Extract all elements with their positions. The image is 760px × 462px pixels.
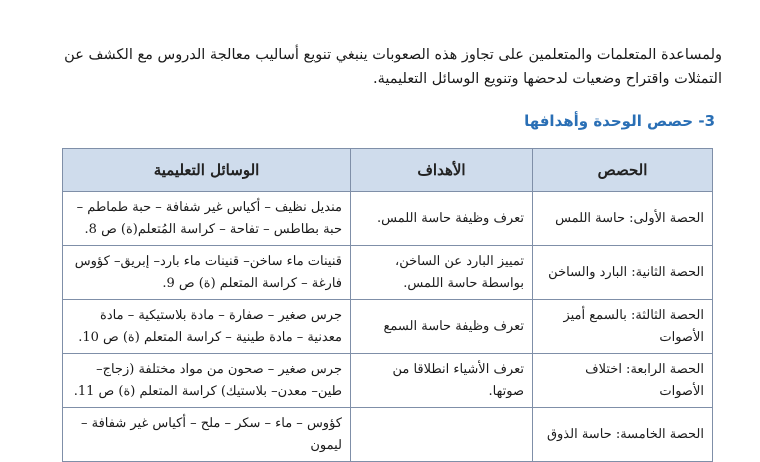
materials-cell: جرس صغير – صفارة – مادة بلاستيكية – مادة معدنية – مادة طينية – كراسة المتعلم (ة) ص 10. [63,300,351,354]
session-cell: الحصة الخامسة: حاسة الذوق [533,408,713,462]
objective-cell: تمييز البارد عن الساخن، بواسطة حاسة اللمس. [351,246,533,300]
table-row [63,408,713,462]
intro-line-1: ولمساعدة المتعلمات والمتعلمين على تجاوز هذه الصعوبات ينبغي تنويع أساليب معالجة الدروس مع الكشف عن [64,46,722,63]
objective-cell: تعرف وظيفة حاسة السمع [351,300,533,354]
table-row [63,354,713,408]
session-cell: الحصة الثانية: البارد والساخن [533,246,713,300]
materials-cell: قنينات ماء ساخن– قنينات ماء بارد– إبريق– كؤوس فارغة – كراسة المتعلم (ة) ص 9. [63,246,351,300]
header-materials: الوسائل التعليمية [63,149,351,192]
header-objectives: الأهداف [351,149,533,192]
header-sessions: الحصص [533,149,713,192]
materials-cell: كؤوس – ماء – سكر – ملح – أكياس غير شفافة – ليمون [63,408,351,462]
materials-cell: جرس صغير – صحون من مواد مختلفة (زجاج– طين– معدن– بلاستيك) كراسة المتعلم (ة) ص 11. [63,354,351,408]
objective-cell [351,408,533,462]
materials-cell: منديل نظيف – أكياس غير شفافة – حبة طماطم – حبة بطاطس – تفاحة – كراسة المُتعلم(ة) ص 8. [63,192,351,246]
table-row [63,192,713,246]
session-cell: الحصة الثالثة: بالسمع أميز الأصوات [533,300,713,354]
units-table [62,148,713,462]
objective-cell: تعرف وظيفة حاسة اللمس. [351,192,533,246]
intro-paragraph [22,43,722,91]
session-cell: الحصة الأولى: حاسة اللمس [533,192,713,246]
table-row [63,246,713,300]
session-cell: الحصة الرابعة: اختلاف الأصوات [533,354,713,408]
table-header-row [63,149,713,192]
table-row [63,300,713,354]
intro-line-2: التمثلات واقتراح وضعيات لدحضها وتنويع الوسائل التعليمية. [373,70,722,87]
section-heading: 3- حصص الوحدة وأهدافها [524,112,715,130]
objective-cell: تعرف الأشياء انطلاقا من صوتها. [351,354,533,408]
